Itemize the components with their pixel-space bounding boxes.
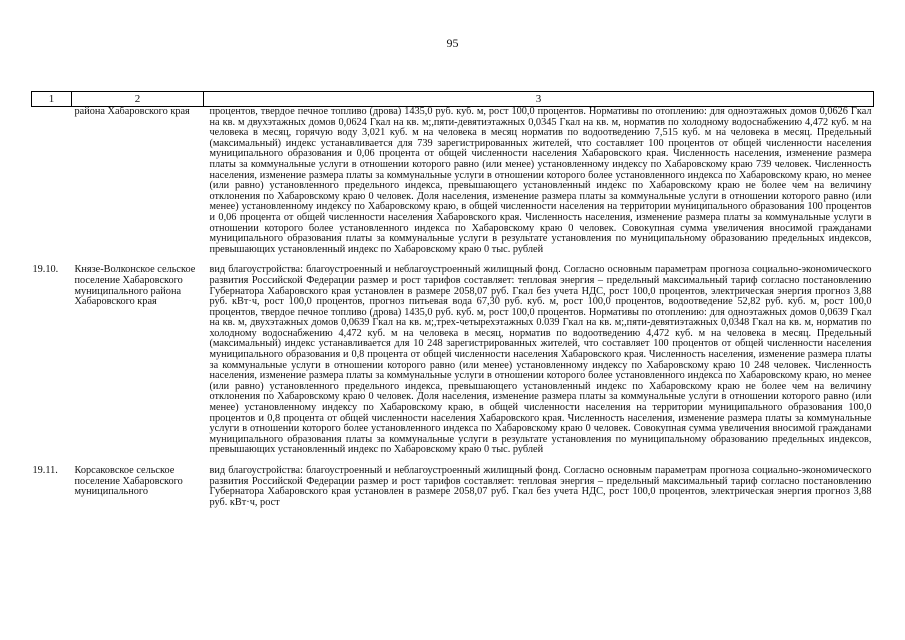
row-number: 19.11. [32,465,58,476]
header-col-1: 1 [32,92,72,107]
municipality-name: Князе-Волконское сельское поселение Хабаровского муниципального района Хабаровского края [74,264,196,308]
row-number: 19.10. [32,264,59,276]
municipality-name: района Хабаровского края [74,106,190,117]
header-col-2: 2 [72,92,204,107]
municipality-name: Корсаковское сельское поселение Хабаровского муниципального [74,465,183,498]
page-number: 95 [446,36,459,50]
header-row [32,92,874,107]
row-number [32,107,72,256]
table-row [32,456,874,508]
tariff-table [31,91,874,508]
header-col-3: 3 [204,92,874,107]
table-row [32,255,874,456]
table-row [32,107,874,256]
row-description: процентов, твердое печное топливо (дрова) 1435,0 руб. куб. м, рост 100,0 процентов. Нормативы по отоплению: для одноэтажных домов 0,0626 Гкал на кв. м двухэтажных домов 0,0624 Гкал на кв. м;,пяти-девятиэтажных 0,0345 Гкал на кв. м, норматив по холодному водоснабжению 4,472 куб. м на человека в месяц, горячую воду 3,021 куб. м на человека в месяц норматив по водоотведению 7,515 куб. м на человека в месяц. Предельный (максимальный) индекс устанавливается для 739 зарегистрированных жителей, что составляет 100 процентов от общей численности населения муниципального образования и 0,06 процента от общей численности населения Хабаровского края. Численность населения, изменение размера платы за коммунальные услуги в отношении которого равно (или менее) установленному индексу по Хабаровскому краю 739 человек. Численность населения, изменение размера платы за коммунальные услуги в отношении которого более установленного индекса по Хабаровскому краю, но менее (или равно) установленного предельного индекса, превышающего установленный индекс по Хабаровскому краю не более чем на величину отклонения по Хабаровскому краю 0 человек. Доля населения, изменение размера платы за коммунальные услуги в отношении которого равно (или менее) установленному индексу по Хабаровскому краю, в общей численности населения на территории муниципального образования 100 процентов и 0,06 процента от общей численности населения Хабаровского края. Численность населения, изменение размера платы за коммунальные услуги в отношении которого более установленного индекса по Хабаровскому краю 0 человек. Совокупная сумма увеличения вносимой гражданами муниципального образования платы за коммунальные услуги в результате установления по муниципальному образованию предельных индексов, превышающих установленный индекс по Хабаровскому краю 0 тыс. рублей [209,106,872,255]
row-description: вид благоустройства: благоустроенный и неблагоустроенный жилищный фонд. Согласно основным параметрам прогноза социально-экономического развития Российской Федерации размер и рост тарифов составляет: тепловая энергия – предельный максимальный тариф согласно постановлению Губернатора Хабаровского края установлен в размере 2058,07 руб. Гкал без учета НДС, рост 100,0 процентов, электрическая энергия прогноз 3,88 руб. кВт·ч, рост 100,0 процентов, прогноз питьевая вода 67,30 руб. куб. м, рост 100,0 процентов, водоотведение 52,82 руб. куб. м, рост 100,0 процентов, твердое печное топливо (дрова) 1435,0 руб. куб. м, рост 100,0 процентов. Нормативы по отоплению: для одноэтажных домов 0,0639 Гкал на кв. м, двухэтажных домов 0,0639 Гкал на кв. м;,трех-четырехэтажных 0.039 Гкал на кв. м;,пяти-девятиэтажных 0,0348 Гкал на кв. м, норматив по холодному водоснабжению 4,472 куб. м на человека в месяц, норматив по водоотведению 4,472 куб. м на человека в месяц. Предельный (максимальный) индекс устанавливается для 10 248 зарегистрированных жителей, что составляет 100 процентов от общей численности населения муниципального образования и 0,8 процента от общей численности населения Хабаровского края. Численность населения, изменение размера платы за коммунальные услуги в отношении которого равно (или менее) установленному индексу по Хабаровскому краю 10 248 человек. Численность населения, изменение размера платы за коммунальные услуги в отношении которого более установленного индекса по Хабаровскому краю, но менее (или равно) установленного предельного индекса, превышающего установленный индекс по Хабаровскому краю не более чем на величину отклонения по Хабаровскому краю 0 человек. Доля населения, изменение размера платы за коммунальные услуги в отношении которого равно (или менее) установленному индексу по Хабаровскому краю, в общей численности населения на территории муниципального образования 100,0 процентов и 0,8 процента от общей численности населения Хабаровского края. Численность населения, изменение размера платы за коммунальные услуги в отношении которого более установленного индекса по Хабаровскому краю 0 человек. Совокупная сумма увеличения вносимой гражданами муниципального образования платы за коммунальные услуги в результате установления по муниципальному образованию предельных индексов, превышающих установленный индекс по Хабаровскому краю 0 тыс. рублей [209,264,872,456]
row-description: вид благоустройства: благоустроенный и неблагоустроенный жилищный фонд. Согласно основным параметрам прогноза социально-экономического развития Российской Федерации размер и рост тарифов составляет: тепловая энергия – предельный максимальный тариф согласно постановлению Губернатора Хабаровского края установлен в размере 2058,07 руб. Гкал без учета НДС, рост 100,0 процентов, электрическая энергия прогноз 3,88 руб. кВт·ч, рост [209,465,872,508]
